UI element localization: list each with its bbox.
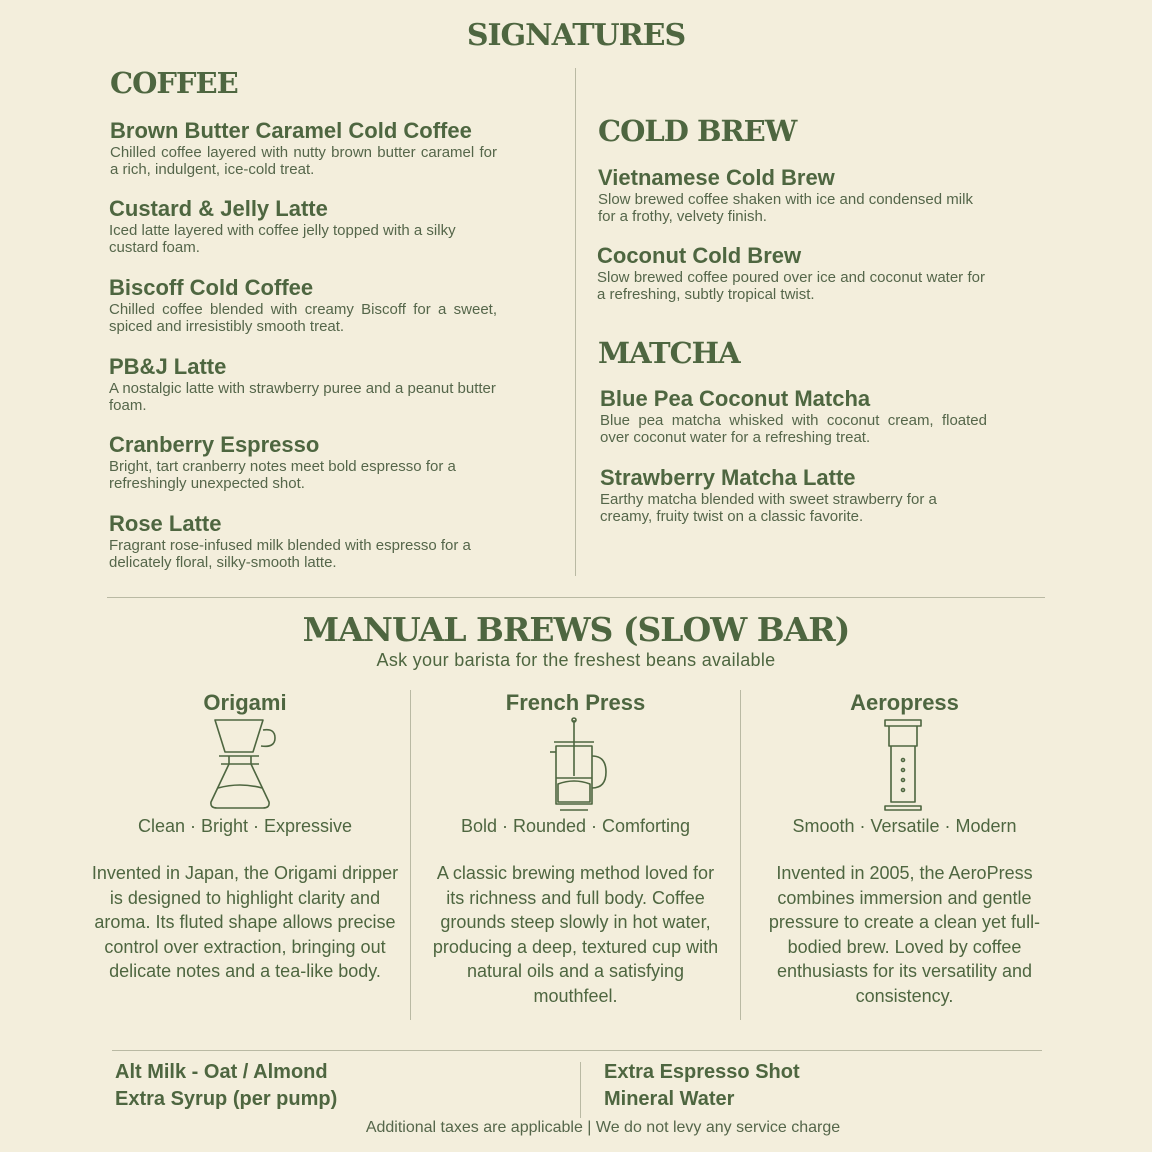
item-description: Chilled coffee blended with creamy Biscoff for a sweet, spiced and irresistibly smooth treat. <box>109 301 497 335</box>
column-divider <box>740 690 741 1020</box>
item-name: Custard & Jelly Latte <box>109 196 328 221</box>
brew-french-press <box>428 690 723 1008</box>
section-divider <box>112 1050 1042 1051</box>
menu-item <box>597 243 985 303</box>
column-divider <box>580 1062 581 1118</box>
brew-description: Invented in Japan, the Origami dripper is designed to highlight clarity and aroma. Its fluted shape allows precise control over extraction, bringing out delicate notes and a tea-like body. <box>91 863 399 981</box>
footnote: Additional taxes are applicable | We do not levy any service charge <box>365 1119 841 1136</box>
menu-item <box>600 386 987 446</box>
column-divider <box>410 690 411 1020</box>
brew-tasting-notes: Clean · Bright · Expressive <box>137 816 353 836</box>
matcha-heading: MATCHA <box>598 336 740 370</box>
pour-over-dripper-icon <box>205 716 285 816</box>
menu-item <box>109 511 497 571</box>
addon-item: Mineral Water <box>604 1088 735 1110</box>
item-name: Biscoff Cold Coffee <box>109 275 314 300</box>
item-name: Rose Latte <box>109 511 222 536</box>
item-description: Blue pea matcha whisked with coconut cream, floated over coconut water for a refreshing treat. <box>600 412 987 446</box>
item-name: Vietnamese Cold Brew <box>598 165 835 190</box>
menu-item <box>600 465 987 525</box>
brew-aeropress <box>752 690 1057 1008</box>
item-name: Coconut Cold Brew <box>597 243 802 268</box>
brew-tasting-notes: Bold · Rounded · Comforting <box>460 816 691 836</box>
menu-item <box>110 118 497 178</box>
manual-brews-subheading: Ask your barista for the freshest beans available <box>376 650 776 670</box>
addon-item: Extra Espresso Shot <box>604 1061 800 1083</box>
item-name: Blue Pea Coconut Matcha <box>600 386 871 411</box>
item-description: Slow brewed coffee shaken with ice and condensed milk for a frothy, velvety finish. <box>598 191 973 225</box>
manual-brews-heading: MANUAL BREWS (SLOW BAR) <box>302 610 850 649</box>
aeropress-icon <box>865 716 945 816</box>
item-description: Chilled coffee layered with nutty brown butter caramel for a rich, indulgent, ice-cold treat. <box>110 144 497 178</box>
item-name: Brown Butter Caramel Cold Coffee <box>110 118 472 143</box>
item-description: Slow brewed coffee poured over ice and coconut water for a refreshing, subtly tropical twist. <box>597 269 985 303</box>
french-press-icon <box>536 716 616 816</box>
brew-origami <box>90 690 400 984</box>
brew-name: Origami <box>203 690 287 715</box>
brew-name: Aeropress <box>850 690 959 715</box>
item-description: A nostalgic latte with strawberry puree and a peanut butter foam. <box>109 380 496 414</box>
brew-tasting-notes: Smooth · Versatile · Modern <box>792 816 1017 836</box>
item-description: Fragrant rose-infused milk blended with espresso for a delicately floral, silky-smooth latte. <box>109 537 471 571</box>
addon-item: Alt Milk - Oat / Almond <box>115 1061 328 1083</box>
brew-description: A classic brewing method loved for its richness and full body. Coffee grounds steep slowly in hot water, producing a deep, textured cup with natural oils and a satisfying mouthfeel. <box>432 863 719 1006</box>
item-name: Strawberry Matcha Latte <box>600 465 856 490</box>
item-description: Iced latte layered with coffee jelly topped with a silky custard foam. <box>109 222 456 256</box>
page-title: SIGNATURES <box>466 18 686 53</box>
menu-item <box>109 432 497 492</box>
menu-item <box>109 354 497 414</box>
brew-description: Invented in 2005, the AeroPress combines immersion and gentle pressure to create a clean yet full-bodied brew. Loved by coffee enthusiasts for its versatility and consistency. <box>768 863 1041 1006</box>
cold-brew-heading: COLD BREW <box>598 114 797 148</box>
item-description: Bright, tart cranberry notes meet bold espresso for a refreshingly unexpected shot. <box>109 458 456 492</box>
item-description: Earthy matcha blended with sweet strawberry for a creamy, fruity twist on a classic favorite. <box>600 491 937 525</box>
section-divider <box>107 597 1045 598</box>
addon-item: Extra Syrup (per pump) <box>115 1088 338 1110</box>
brew-name: French Press <box>505 690 646 715</box>
column-divider <box>575 68 576 576</box>
menu-item <box>109 196 497 256</box>
menu-item <box>109 275 497 335</box>
item-name: Cranberry Espresso <box>109 432 320 457</box>
menu-item <box>598 165 985 225</box>
coffee-heading: COFFEE <box>110 66 238 100</box>
item-name: PB&J Latte <box>109 354 227 379</box>
